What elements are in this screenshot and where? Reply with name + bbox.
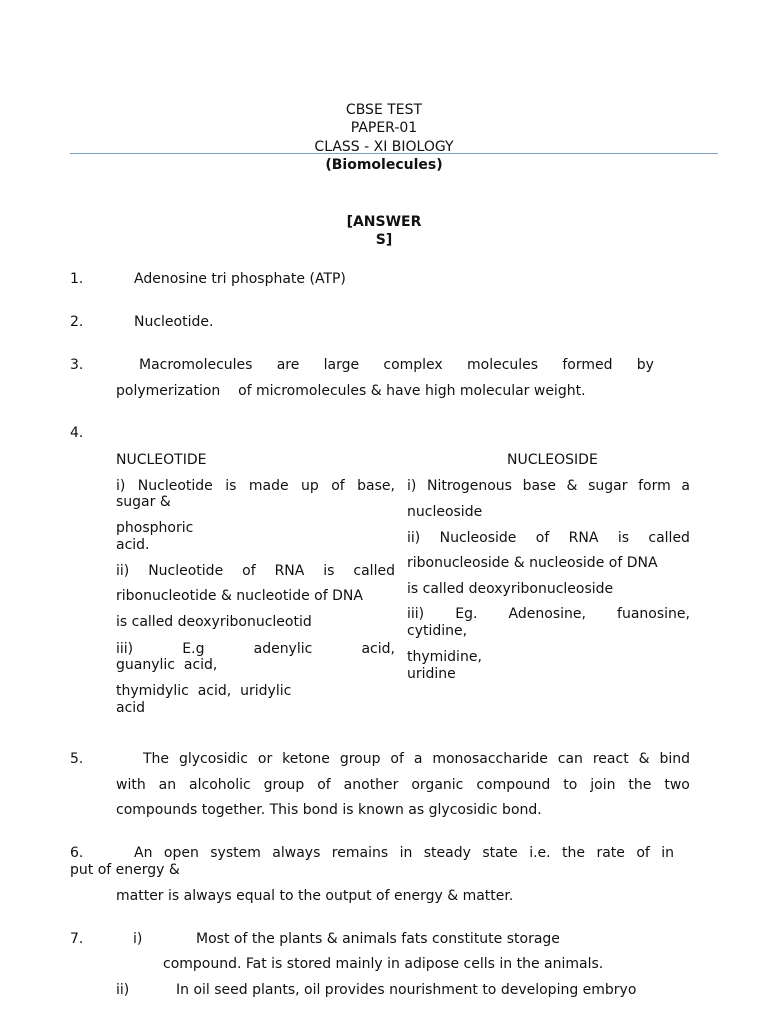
q7-sub-1-label: i)	[133, 931, 143, 947]
q4-right-line-2: nucleoside	[407, 504, 483, 520]
q4-left-line-5	[116, 563, 395, 579]
q3-word: Macromolecules	[139, 357, 253, 373]
q1-text: Adenosine tri phosphate (ATP)	[134, 271, 346, 287]
q7-sub-1-line-2: compound. Fat is stored mainly in adipose cells in the animals.	[163, 956, 604, 972]
q3-word: complex	[383, 357, 443, 373]
q2-number: 2.	[70, 314, 84, 330]
q4-left-word: is	[225, 478, 237, 494]
q5-word: of	[390, 751, 404, 767]
q6-word: remains	[331, 845, 389, 861]
q6-line-2: put of energy &	[70, 862, 180, 878]
q6-word: system	[210, 845, 261, 861]
q5-word: a	[413, 751, 423, 767]
q6-line-3: matter is always equal to the output of energy & matter.	[116, 888, 514, 904]
q4-left-line-3: phosphoric	[116, 520, 194, 536]
q4-right-line-8: thymidine,	[407, 649, 482, 665]
q5-word: group	[339, 751, 381, 767]
q4-left-word: called	[353, 563, 395, 579]
q6-word: rate	[596, 845, 625, 861]
q5-word: group	[263, 777, 305, 793]
q4-left-word: E.g	[182, 641, 205, 657]
q4-left-word: base,	[357, 478, 395, 494]
q4-left-line-4: acid.	[116, 537, 150, 553]
q6-word: i.e.	[529, 845, 551, 861]
q4-right-word: ii)	[407, 530, 421, 546]
q4-right-word: RNA	[568, 530, 599, 546]
q4-left-word: acid,	[361, 641, 395, 657]
q5-word: with	[116, 777, 146, 793]
header-line-3: CLASS - XI BIOLOGY	[314, 139, 454, 155]
q6-word: steady	[423, 845, 471, 861]
q5-word: organic	[411, 777, 464, 793]
q7-sub-2-line-1: In oil seed plants, oil provides nourishment to developing embryo	[176, 982, 637, 998]
q4-right-line-4: ribonucleoside & nucleoside of DNA	[407, 555, 658, 571]
q4-right-word: i)	[407, 478, 417, 494]
answers-heading-line-2: S]	[375, 232, 393, 248]
q5-word: bind	[659, 751, 690, 767]
q6-word: of	[636, 845, 650, 861]
q4-left-word: iii)	[116, 641, 134, 657]
q6-line-1	[134, 845, 674, 861]
q4-left-line-1	[116, 478, 395, 494]
q5-word: join	[590, 777, 616, 793]
q4-right-word: iii)	[407, 606, 425, 622]
q4-left-word: adenylic	[253, 641, 313, 657]
q6-number: 6.	[70, 845, 84, 861]
q5-word: ketone	[282, 751, 330, 767]
q7-sub-2-label: ii)	[116, 982, 130, 998]
q4-right-line-7: cytidine,	[407, 623, 468, 639]
q6-word: in	[399, 845, 413, 861]
q4-left-word: of	[242, 563, 256, 579]
q4-left-line-10: thymidylic acid, uridylic	[116, 683, 292, 699]
q4-right-word: Eg.	[455, 606, 478, 622]
q3-word: formed	[562, 357, 613, 373]
q6-word: state	[482, 845, 518, 861]
q4-left-word: is	[323, 563, 335, 579]
q4-number: 4.	[70, 425, 84, 441]
q4-left-line-9: guanylic acid,	[116, 657, 218, 673]
q4-left-word: of	[331, 478, 345, 494]
q4-left-line-7: is called deoxyribonucleotid	[116, 614, 312, 630]
q4-left-line-2: sugar &	[116, 494, 171, 510]
header-line-4: (Biomolecules)	[325, 157, 443, 173]
q4-right-word: Nucleoside	[439, 530, 517, 546]
q6-word: An	[134, 845, 153, 861]
q4-right-line-1	[407, 478, 690, 494]
q4-right-word: of	[535, 530, 550, 546]
q4-right-word: Nitrogenous	[426, 478, 512, 494]
q4-right-word: a	[681, 478, 690, 494]
q4-left-line-8	[116, 641, 395, 657]
q4-left-word: Nucleotide	[137, 478, 213, 494]
q5-number: 5.	[70, 751, 84, 767]
q5-word: glycosidic	[178, 751, 248, 767]
q4-right-word: sugar	[588, 478, 628, 494]
q5-word: can	[557, 751, 583, 767]
q1-number: 1.	[70, 271, 84, 287]
q4-left-word: Nucleotide	[148, 563, 224, 579]
q5-word: of	[317, 777, 331, 793]
header-divider	[70, 153, 718, 154]
answers-heading-line-1: [ANSWER	[346, 214, 422, 230]
q4-right-word: called	[648, 530, 690, 546]
q5-word: The	[143, 751, 170, 767]
q4-right-line-6	[407, 606, 690, 622]
q5-word: monosaccharide	[432, 751, 548, 767]
q5-line-2	[116, 777, 690, 793]
q5-word: alcoholic	[189, 777, 251, 793]
q4-right-heading: NUCLEOSIDE	[507, 452, 598, 468]
q6-word: in	[661, 845, 674, 861]
q5-word: &	[638, 751, 650, 767]
q4-left-word: i)	[116, 478, 126, 494]
q4-left-word: up	[301, 478, 319, 494]
q5-word: the	[628, 777, 652, 793]
q4-left-heading: NUCLEOTIDE	[116, 452, 207, 468]
q3-word: large	[323, 357, 360, 373]
q2-text: Nucleotide.	[134, 314, 214, 330]
q5-word: two	[664, 777, 690, 793]
q4-right-word: &	[566, 478, 578, 494]
header-line-2: PAPER-01	[350, 120, 418, 136]
q3-line-2: polymerization of micromolecules & have high molecular weight.	[116, 383, 586, 399]
q4-left-word: ii)	[116, 563, 130, 579]
header-line-1: CBSE TEST	[345, 102, 423, 118]
q7-sub-1-line-1: Most of the plants & animals fats constitute storage	[196, 931, 560, 947]
q5-line-1	[143, 751, 690, 767]
q5-word: compound	[476, 777, 551, 793]
q5-word: or	[257, 751, 273, 767]
q5-word: react	[592, 751, 629, 767]
q3-word: are	[276, 357, 300, 373]
q3-number: 3.	[70, 357, 84, 373]
q4-left-word: made	[248, 478, 289, 494]
q4-right-line-5: is called deoxyribonucleoside	[407, 581, 614, 597]
q6-word: the	[562, 845, 586, 861]
q6-word: open	[163, 845, 199, 861]
q3-word: molecules	[466, 357, 539, 373]
q4-left-line-11: acid	[116, 700, 146, 716]
q4-left-word: RNA	[274, 563, 305, 579]
q6-word: always	[272, 845, 321, 861]
q7-number: 7.	[70, 931, 84, 947]
q4-right-word: form	[638, 478, 671, 494]
q4-right-line-3	[407, 530, 690, 546]
q3-line-1	[139, 357, 654, 373]
q5-line-3: compounds together. This bond is known as glycosidic bond.	[116, 802, 542, 818]
q4-right-word: is	[617, 530, 630, 546]
q3-word: by	[636, 357, 654, 373]
q5-word: to	[563, 777, 578, 793]
q5-word: an	[158, 777, 177, 793]
q4-left-line-6: ribonucleotide & nucleotide of DNA	[116, 588, 363, 604]
q4-right-word: fuanosine,	[617, 606, 690, 622]
q4-right-word: base	[522, 478, 556, 494]
q4-right-line-9: uridine	[407, 666, 456, 682]
q5-word: another	[343, 777, 399, 793]
q4-right-word: Adenosine,	[508, 606, 586, 622]
